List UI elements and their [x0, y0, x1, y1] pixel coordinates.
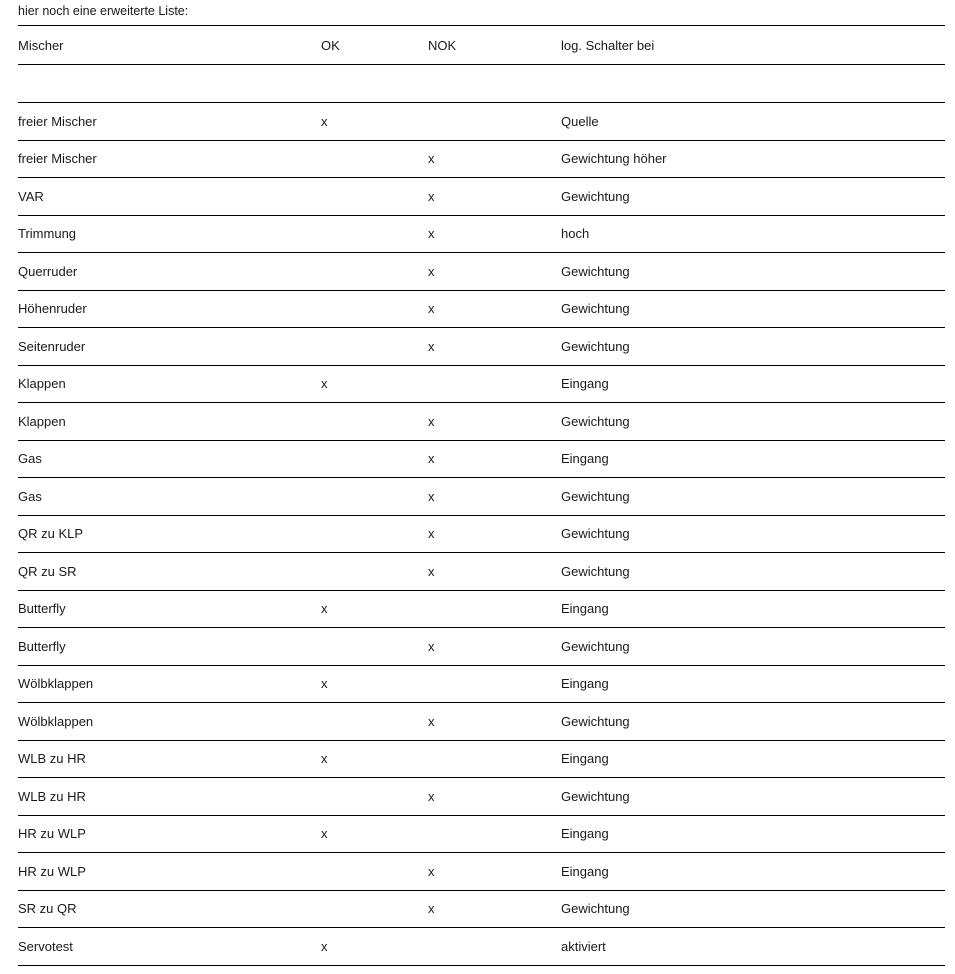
cell-log-schalter-bei: Quelle: [561, 103, 945, 141]
table-row: [18, 103, 945, 141]
cell-nok-mark: x: [428, 628, 561, 666]
cell-log-schalter-bei: Eingang: [561, 740, 945, 778]
cell-nok-mark: x: [428, 440, 561, 478]
cell-mischer: Höhenruder: [18, 290, 321, 328]
cell-mischer: freier Mischer: [18, 103, 321, 141]
column-header-mischer: Mischer: [18, 26, 321, 65]
cell-log-schalter-bei: Gewichtung: [561, 515, 945, 553]
table-header: [18, 26, 945, 65]
cell-ok-mark: x: [321, 740, 428, 778]
cell-ok-mark: x: [321, 928, 428, 966]
table-row: [18, 403, 945, 441]
table-row: [18, 215, 945, 253]
table-header-row: [18, 26, 945, 65]
table-row: [18, 928, 945, 966]
cell-nok-mark: x: [428, 478, 561, 516]
table-row: [18, 328, 945, 366]
cell-ok-mark: x: [321, 590, 428, 628]
cell-nok-mark: [428, 740, 561, 778]
cell-ok-mark: [321, 515, 428, 553]
cell-ok-mark: [321, 290, 428, 328]
cell-nok-mark: x: [428, 890, 561, 928]
cell-nok-mark: [428, 665, 561, 703]
cell-mischer: freier Mischer: [18, 140, 321, 178]
cell-mischer: HR zu WLP: [18, 853, 321, 891]
cell-ok-mark: [321, 440, 428, 478]
cell-mischer: Butterfly: [18, 628, 321, 666]
table-row: [18, 140, 945, 178]
cell-nok-mark: [428, 365, 561, 403]
cell-mischer: QR zu KLP: [18, 515, 321, 553]
cell-mischer: HR zu WLP: [18, 815, 321, 853]
table-row: [18, 703, 945, 741]
table-row: [18, 853, 945, 891]
cell-mischer: VAR: [18, 178, 321, 216]
cell-mischer: Querruder: [18, 253, 321, 291]
cell-log-schalter-bei: hoch: [561, 215, 945, 253]
table-body: [18, 65, 945, 966]
cell-mischer: Klappen: [18, 365, 321, 403]
cell-log-schalter-bei: Gewichtung: [561, 703, 945, 741]
cell-log-schalter-bei: Gewichtung höher: [561, 140, 945, 178]
cell-log-schalter-bei: Gewichtung: [561, 403, 945, 441]
cell-ok-mark: [321, 778, 428, 816]
cell-ok-mark: x: [321, 103, 428, 141]
cell-log-schalter-bei: Eingang: [561, 440, 945, 478]
cell-nok-mark: x: [428, 290, 561, 328]
cell-log-schalter-bei: Gewichtung: [561, 778, 945, 816]
cell-mischer: WLB zu HR: [18, 740, 321, 778]
cell-nok-mark: x: [428, 703, 561, 741]
table-row: [18, 440, 945, 478]
table-row: [18, 815, 945, 853]
column-header-log-schalter-bei: log. Schalter bei: [561, 26, 945, 65]
cell-nok-mark: x: [428, 178, 561, 216]
cell-log-schalter-bei: Eingang: [561, 590, 945, 628]
table-row: [18, 178, 945, 216]
column-header-ok: OK: [321, 26, 428, 65]
cell-log-schalter-bei: Gewichtung: [561, 890, 945, 928]
cell-log-schalter-bei: Gewichtung: [561, 628, 945, 666]
cell-ok-mark: [321, 628, 428, 666]
cell-log-schalter-bei: Gewichtung: [561, 290, 945, 328]
table-row: [18, 740, 945, 778]
table-row: [18, 365, 945, 403]
cell-log-schalter-bei: Eingang: [561, 815, 945, 853]
cell-nok-mark: [428, 590, 561, 628]
cell-mischer: WLB zu HR: [18, 778, 321, 816]
spacer-cell: [321, 65, 428, 103]
cell-log-schalter-bei: Gewichtung: [561, 478, 945, 516]
cell-ok-mark: [321, 253, 428, 291]
cell-log-schalter-bei: Eingang: [561, 665, 945, 703]
cell-log-schalter-bei: aktiviert: [561, 928, 945, 966]
cell-mischer: Seitenruder: [18, 328, 321, 366]
cell-ok-mark: [321, 890, 428, 928]
table-row: [18, 890, 945, 928]
cell-log-schalter-bei: Gewichtung: [561, 328, 945, 366]
spacer-cell: [18, 65, 321, 103]
intro-text: hier noch eine erweiterte Liste:: [18, 4, 189, 18]
cell-nok-mark: x: [428, 778, 561, 816]
cell-ok-mark: x: [321, 665, 428, 703]
cell-mischer: QR zu SR: [18, 553, 321, 591]
cell-ok-mark: x: [321, 365, 428, 403]
cell-ok-mark: [321, 403, 428, 441]
cell-ok-mark: [321, 328, 428, 366]
cell-mischer: Servotest: [18, 928, 321, 966]
cell-log-schalter-bei: Gewichtung: [561, 253, 945, 291]
cell-ok-mark: x: [321, 815, 428, 853]
cell-mischer: Trimmung: [18, 215, 321, 253]
cell-nok-mark: x: [428, 328, 561, 366]
cell-ok-mark: [321, 215, 428, 253]
cell-ok-mark: [321, 703, 428, 741]
cell-nok-mark: [428, 103, 561, 141]
table-row: [18, 665, 945, 703]
cell-mischer: Gas: [18, 440, 321, 478]
table-row: [18, 290, 945, 328]
table-row: [18, 778, 945, 816]
spacer-cell: [561, 65, 945, 103]
cell-nok-mark: [428, 815, 561, 853]
spacer-cell: [428, 65, 561, 103]
cell-log-schalter-bei: Gewichtung: [561, 553, 945, 591]
cell-mischer: SR zu QR: [18, 890, 321, 928]
mischer-table-container: [18, 25, 945, 966]
cell-mischer: Wölbklappen: [18, 665, 321, 703]
cell-nok-mark: x: [428, 515, 561, 553]
cell-log-schalter-bei: Eingang: [561, 365, 945, 403]
cell-nok-mark: x: [428, 853, 561, 891]
cell-ok-mark: [321, 178, 428, 216]
cell-ok-mark: [321, 140, 428, 178]
table-row: [18, 478, 945, 516]
cell-log-schalter-bei: Eingang: [561, 853, 945, 891]
cell-nok-mark: x: [428, 140, 561, 178]
cell-ok-mark: [321, 853, 428, 891]
table-row: [18, 515, 945, 553]
table-row: [18, 590, 945, 628]
cell-nok-mark: x: [428, 403, 561, 441]
cell-nok-mark: x: [428, 553, 561, 591]
table-row: [18, 553, 945, 591]
table-row: [18, 253, 945, 291]
cell-mischer: Klappen: [18, 403, 321, 441]
mischer-table: [18, 25, 945, 966]
cell-mischer: Butterfly: [18, 590, 321, 628]
cell-ok-mark: [321, 553, 428, 591]
cell-mischer: Wölbklappen: [18, 703, 321, 741]
cell-ok-mark: [321, 478, 428, 516]
table-spacer-row: [18, 65, 945, 103]
cell-nok-mark: x: [428, 215, 561, 253]
cell-nok-mark: x: [428, 253, 561, 291]
cell-log-schalter-bei: Gewichtung: [561, 178, 945, 216]
column-header-nok: NOK: [428, 26, 561, 65]
cell-nok-mark: [428, 928, 561, 966]
table-row: [18, 628, 945, 666]
cell-mischer: Gas: [18, 478, 321, 516]
